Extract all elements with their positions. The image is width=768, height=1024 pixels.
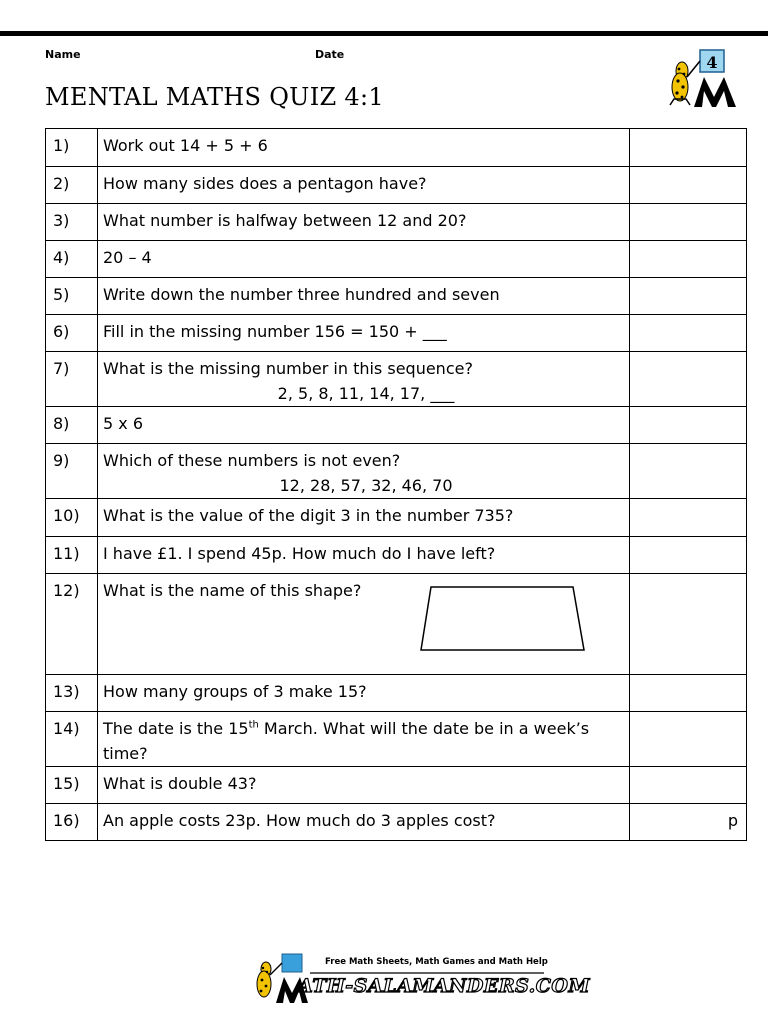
question-text: I have £1. I spend 45p. How much do I have left? — [103, 544, 496, 563]
question-row — [46, 167, 747, 204]
answer-box[interactable] — [630, 315, 747, 352]
question-text-end: March. What will the date be in a week’s — [258, 719, 590, 738]
question-text: How many sides does a pentagon have? — [103, 174, 427, 193]
question-row — [46, 712, 747, 767]
footer-tagline: Free Math Sheets, Math Games and Math Help — [325, 957, 548, 967]
question-text: How many groups of 3 make 15? — [103, 682, 367, 701]
date-label: Date — [315, 48, 345, 61]
question-number: 12) — [53, 581, 80, 600]
question-row — [46, 241, 747, 278]
answer-box[interactable] — [630, 167, 747, 204]
question-text — [103, 716, 629, 741]
question-text: Fill in the missing number 156 = 150 + ___ — [103, 322, 447, 341]
answer-box[interactable] — [630, 574, 747, 675]
question-text: Write down the number three hundred and seven — [103, 285, 500, 304]
question-row — [46, 444, 747, 499]
question-text-continued: time? — [103, 744, 148, 763]
question-number: 16) — [53, 811, 80, 830]
question-text: 5 x 6 — [103, 414, 143, 433]
question-number: 13) — [53, 682, 80, 701]
answer-box[interactable] — [630, 204, 747, 241]
answer-box[interactable] — [630, 767, 747, 804]
quiz-title: MENTAL MATHS QUIZ 4:1 — [45, 83, 384, 111]
question-text: What is the name of this shape? — [103, 581, 362, 600]
question-number: 6) — [53, 322, 70, 341]
quiz-table — [45, 128, 747, 841]
question-text: What is the value of the digit 3 in the number 735? — [103, 506, 514, 525]
answer-box[interactable] — [630, 675, 747, 712]
question-number-list: 12, 28, 57, 32, 46, 70 — [279, 476, 453, 495]
answer-box[interactable] — [630, 278, 747, 315]
name-label: Name — [45, 48, 81, 61]
question-number: 1) — [53, 136, 70, 155]
question-row — [46, 407, 747, 444]
question-sequence: 2, 5, 8, 11, 14, 17, ___ — [277, 384, 455, 403]
question-text-start: The date is the 15 — [103, 719, 249, 738]
salamander-logo-icon — [660, 47, 740, 109]
question-number: 4) — [53, 248, 70, 267]
answer-box[interactable] — [630, 444, 747, 499]
question-number: 9) — [53, 451, 70, 470]
answer-box[interactable] — [630, 407, 747, 444]
top-rule — [0, 31, 768, 36]
question-number: 11) — [53, 544, 80, 563]
answer-unit: p — [727, 811, 738, 830]
question-row — [46, 204, 747, 241]
question-row — [46, 499, 747, 537]
answer-box[interactable] — [630, 499, 747, 537]
ordinal-suffix: th — [248, 719, 259, 731]
question-text: What is double 43? — [103, 774, 257, 793]
answer-box[interactable] — [630, 241, 747, 278]
trapezium-shape — [418, 584, 588, 654]
question-row — [46, 675, 747, 712]
answer-box[interactable] — [630, 537, 747, 574]
question-row — [46, 352, 747, 407]
question-text: 20 – 4 — [103, 248, 152, 267]
question-number: 7) — [53, 359, 70, 378]
answer-box[interactable] — [630, 352, 747, 407]
question-text: What number is halfway between 12 and 20? — [103, 211, 467, 230]
question-row — [46, 129, 747, 167]
logo-digit: 4 — [706, 53, 718, 72]
question-row — [46, 315, 747, 352]
question-number: 3) — [53, 211, 70, 230]
question-text: An apple costs 23p. How much do 3 apples cost? — [103, 811, 496, 830]
question-number: 5) — [53, 285, 70, 304]
question-text: Which of these numbers is not even? — [103, 451, 401, 470]
question-row — [46, 767, 747, 804]
question-row — [46, 537, 747, 574]
question-text: Work out 14 + 5 + 6 — [103, 136, 268, 155]
answer-box[interactable] — [630, 804, 747, 841]
question-number: 14) — [53, 719, 80, 738]
question-number: 15) — [53, 774, 80, 793]
question-row — [46, 574, 747, 675]
answer-box[interactable] — [630, 129, 747, 167]
question-row — [46, 278, 747, 315]
answer-box[interactable] — [630, 712, 747, 767]
question-number: 2) — [53, 174, 70, 193]
question-number: 8) — [53, 414, 70, 433]
question-row — [46, 804, 747, 841]
footer-site-name[interactable]: ATH-SALAMANDERS.COM — [298, 975, 590, 997]
question-text: What is the missing number in this sequence? — [103, 359, 473, 378]
question-number: 10) — [53, 506, 80, 525]
